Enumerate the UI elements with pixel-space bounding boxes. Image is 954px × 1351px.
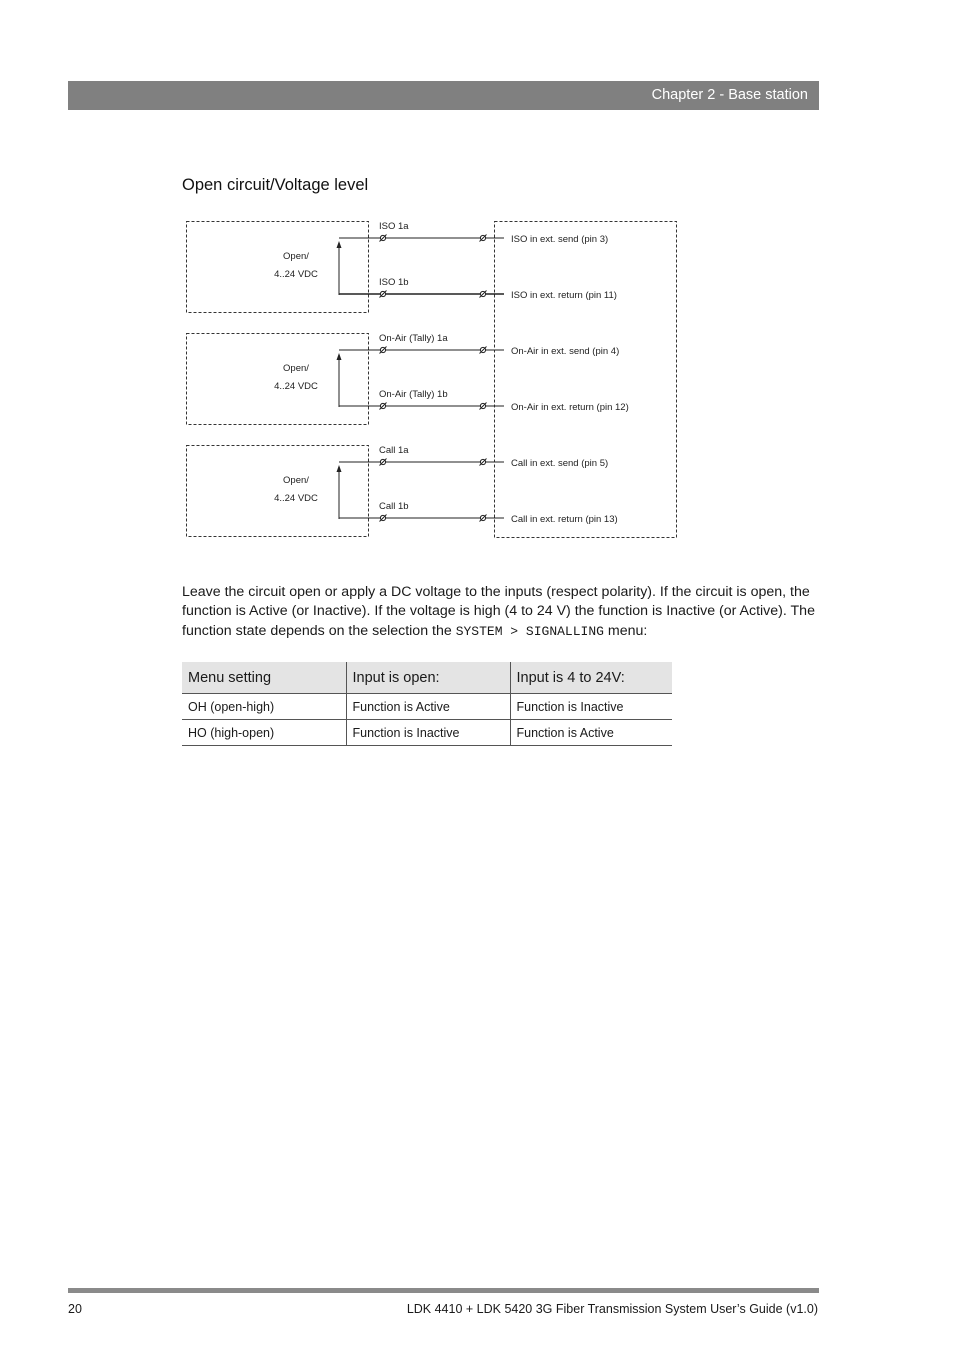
table-cell: OH (open-high) <box>182 694 346 720</box>
section-title: Open circuit/Voltage level <box>182 176 369 194</box>
pin-label: ISO in ext. return (pin 11) <box>511 290 617 301</box>
table-row <box>182 694 672 720</box>
pin-label: Call in ext. send (pin 5) <box>511 458 609 469</box>
terminal-icon <box>380 347 387 354</box>
circuit-label: 4..24 VDC <box>274 381 318 392</box>
wire-label: Call 1b <box>379 501 409 512</box>
table-header-row <box>182 662 672 694</box>
connector-box <box>495 222 677 538</box>
chapter-title: Chapter 2 - Base station <box>651 87 808 103</box>
terminal-icon <box>380 515 387 522</box>
circuit-label: Open/ <box>283 475 309 486</box>
table-cell: Function is Inactive <box>346 720 510 746</box>
terminal-icon <box>380 459 387 466</box>
circuit-label: 4..24 VDC <box>274 269 318 280</box>
arrow-head-icon <box>337 465 342 472</box>
terminal-icon <box>480 403 487 410</box>
arrow-head-icon <box>337 353 342 360</box>
circuit-label: Open/ <box>283 251 309 262</box>
table-cell: Function is Active <box>510 720 672 746</box>
circuit-group <box>187 221 617 313</box>
circuit-box <box>187 446 369 537</box>
circuit-label: Open/ <box>283 363 309 374</box>
pin-label: Call in ext. return (pin 13) <box>511 514 618 525</box>
table-cell: Function is Active <box>346 694 510 720</box>
terminal-icon <box>380 403 387 410</box>
wire-label: ISO 1a <box>379 221 409 232</box>
terminal-icon <box>380 291 387 298</box>
terminal-icon <box>380 235 387 242</box>
circuit-group <box>187 445 618 537</box>
footer-bar <box>68 1288 819 1293</box>
pin-label: ISO in ext. send (pin 3) <box>511 234 609 245</box>
column-header: Input is 4 to 24V: <box>510 662 672 694</box>
description-text-end: menu: <box>603 622 648 639</box>
footer-title: LDK 4410 + LDK 5420 3G Fiber Transmission System User’s Guide (v1.0) <box>406 1302 818 1316</box>
circuit-box <box>187 222 369 313</box>
terminal-icon <box>480 515 487 522</box>
terminal-icon <box>480 459 487 466</box>
wire-label: Call 1a <box>379 445 409 456</box>
table-row <box>182 720 672 746</box>
circuit-label: 4..24 VDC <box>274 493 318 504</box>
column-header: Input is open: <box>346 662 510 694</box>
table-cell: Function is Inactive <box>510 694 672 720</box>
description-text: Leave the circuit open or apply a DC voltage to the inputs (respect polarity). If the circuit is open, the function is Active (or Inactive). If the voltage is high (4 to 24 V) the function is Inactive (or Active). The function state depends on the selection the <box>182 584 815 639</box>
page-number: 20 <box>68 1302 82 1316</box>
circuit-box <box>187 334 369 425</box>
circuit-group <box>187 333 629 425</box>
pin-label: On-Air in ext. return (pin 12) <box>511 402 629 413</box>
table-cell: HO (high-open) <box>182 720 346 746</box>
wire-label: On-Air (Tally) 1b <box>379 389 448 400</box>
arrow-head-icon <box>337 241 342 248</box>
wire-label: ISO 1b <box>379 277 409 288</box>
wire-label: On-Air (Tally) 1a <box>379 333 448 344</box>
signalling-table <box>182 662 672 746</box>
wiring-diagram <box>0 0 954 560</box>
terminal-icon <box>480 291 487 298</box>
column-header: Menu setting <box>182 662 346 694</box>
menu-path: SYSTEM > SIGNALLING <box>455 623 604 639</box>
terminal-icon <box>480 235 487 242</box>
description-paragraph <box>182 583 822 641</box>
pin-label: On-Air in ext. send (pin 4) <box>511 346 620 357</box>
terminal-icon <box>480 347 487 354</box>
